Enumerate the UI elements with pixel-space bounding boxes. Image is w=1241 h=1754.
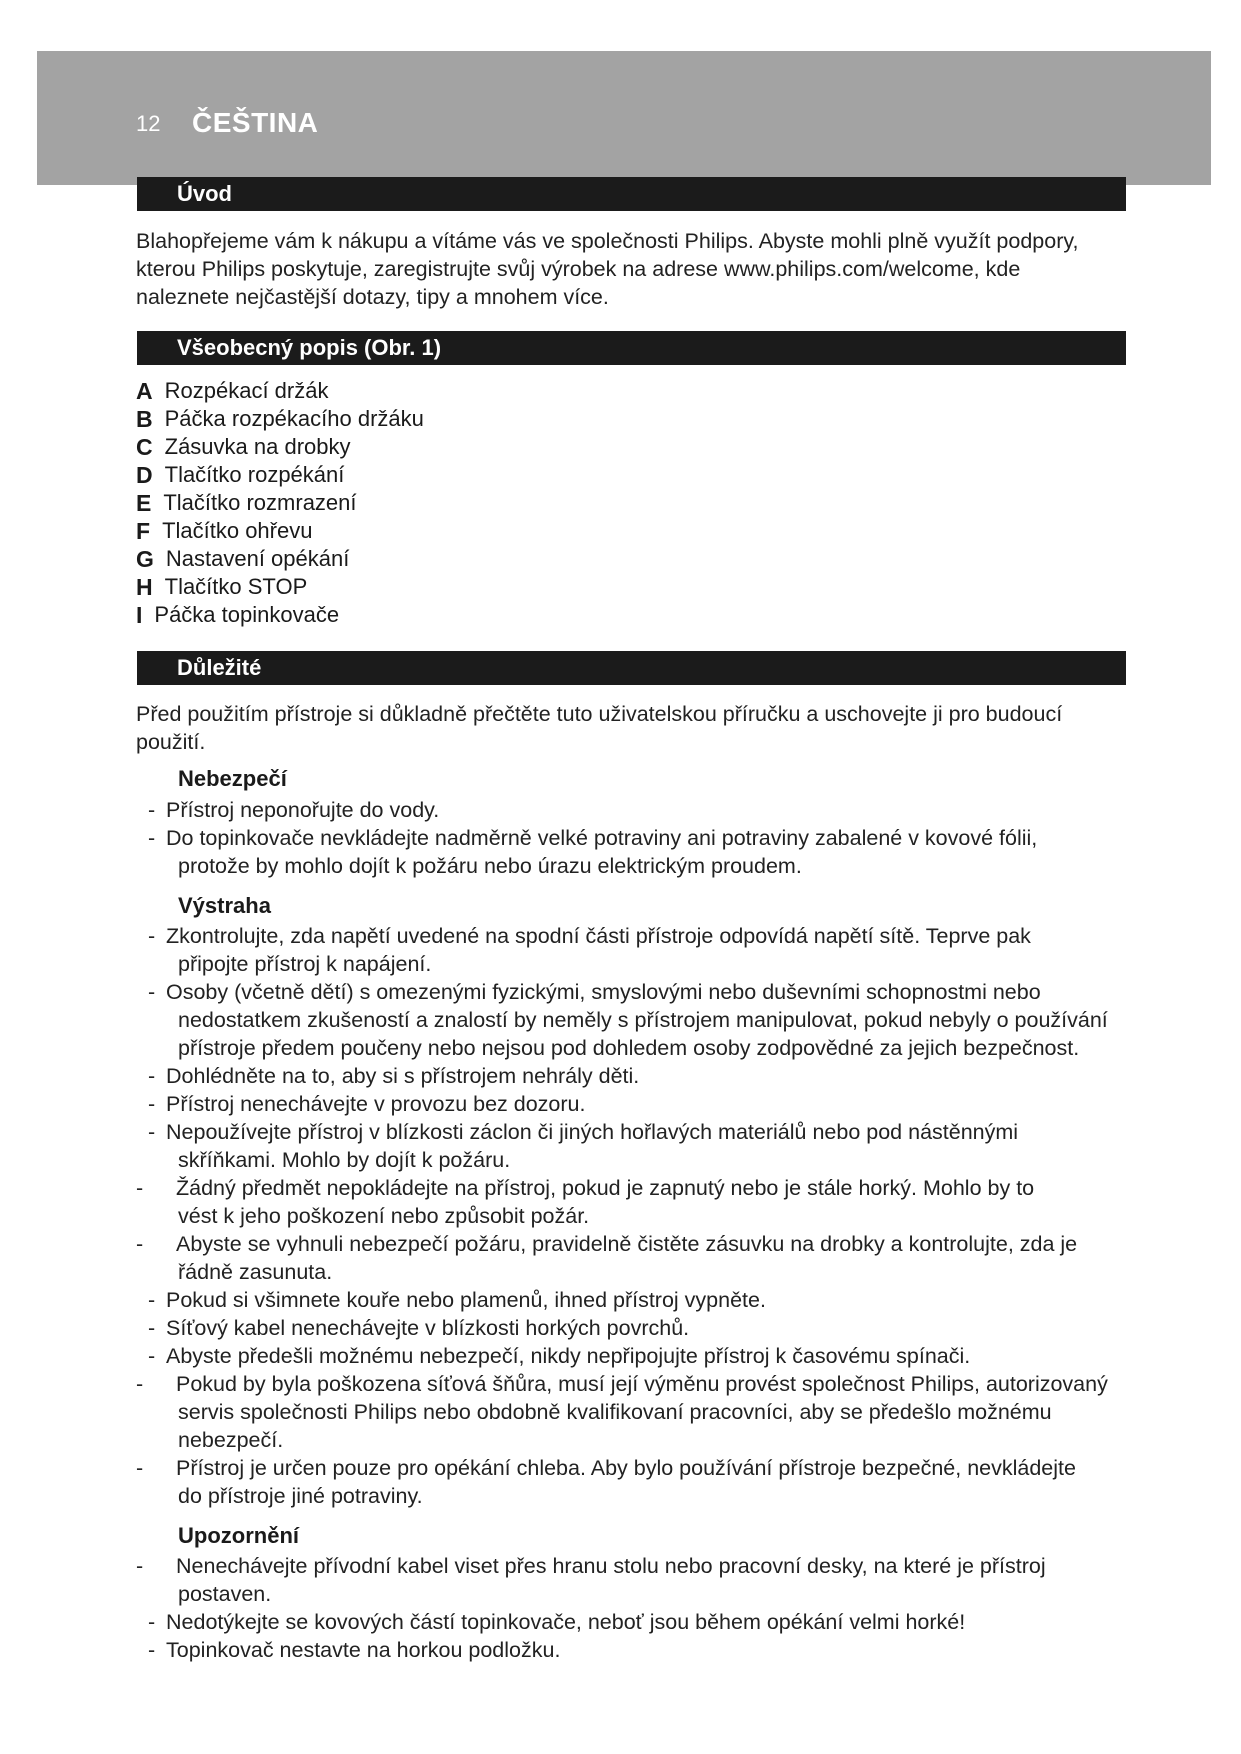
part-label: Páčka topinkovače [154, 602, 340, 627]
part-letter: A [136, 378, 153, 404]
important-intro-line: Před použitím přístroje si důkladně přečtěte tuto uživatelskou příručku a uschovejte ji pro budoucí [136, 702, 1063, 726]
item-line: vést k jeho poškození nebo způsobit požár. [178, 1204, 590, 1228]
parts-list-item [136, 377, 424, 405]
intro-line: kterou Philips poskytuje, zaregistrujte svůj výrobek na adrese www.philips.com/welcome, kde [136, 257, 1021, 281]
language-title: ČEŠTINA [192, 107, 319, 138]
list-dash: - [148, 924, 156, 948]
list-dash: - [148, 1120, 156, 1144]
danger-heading: Nebezpečí [178, 766, 287, 791]
caution-item [136, 1552, 1138, 1608]
parts-list-item [136, 517, 424, 545]
caution-item [148, 1608, 1138, 1636]
part-label: Zásuvka na drobky [164, 434, 351, 459]
item-line: připojte přístroj k napájení. [178, 952, 432, 976]
list-dash: - [148, 1064, 156, 1088]
parts-list-item [136, 545, 424, 573]
list-dash: - [148, 1344, 156, 1368]
warning-item [148, 1118, 1138, 1174]
warning-item [136, 1174, 1138, 1230]
part-label: Tlačítko rozmrazení [163, 490, 357, 515]
warning-item [148, 1314, 1138, 1342]
item-line: přístroje předem poučeny nebo nejsou pod dohledem osoby zodpovědné za jejich bezpečnost. [178, 1036, 1080, 1060]
parts-list-item [136, 573, 424, 601]
danger-item [148, 796, 1138, 824]
list-dash: - [148, 980, 156, 1004]
caution-heading: Upozornění [178, 1523, 299, 1548]
item-line: Síťový kabel nenechávejte v blízkosti horkých povrchů. [166, 1316, 690, 1340]
part-label: Rozpékací držák [164, 378, 329, 403]
item-line: nedostatkem zkušeností a znalostí by neměly s přístrojem manipulovat, pokud nebyly o používání [178, 1008, 1108, 1032]
section-important-header: Důležité [137, 651, 1126, 685]
intro-line: naleznete nejčastější dotazy, tipy a mnohem více. [136, 285, 609, 309]
list-dash: - [148, 1638, 156, 1662]
list-dash: - [148, 1288, 156, 1312]
parts-list [136, 377, 424, 629]
item-line: nebezpečí. [178, 1428, 284, 1452]
part-label: Tlačítko STOP [164, 574, 308, 599]
warning-item [148, 1286, 1138, 1314]
item-line: do přístroje jiné potraviny. [178, 1484, 423, 1508]
item-line: Dohlédněte na to, aby si s přístrojem nehrály děti. [166, 1064, 640, 1088]
warning-heading: Výstraha [178, 893, 271, 918]
header-band [37, 51, 1211, 185]
part-letter: C [136, 434, 153, 460]
section-description-header: Všeobecný popis (Obr. 1) [137, 331, 1126, 365]
part-letter: D [136, 462, 153, 488]
item-line: Nepoužívejte přístroj v blízkosti záclon či jiných hořlavých materiálů nebo pod nástěnnými [166, 1120, 1019, 1144]
parts-list-item [136, 433, 424, 461]
list-dash: - [136, 1456, 144, 1480]
item-line: Abyste se vyhnuli nebezpečí požáru, pravidelně čistěte zásuvku na drobky a kontrolujte, zda je [176, 1232, 1078, 1256]
item-line: postaven. [178, 1582, 272, 1606]
warning-item [136, 1454, 1138, 1510]
item-line: Přístroj nenechávejte v provozu bez dozoru. [166, 1092, 586, 1116]
item-line: Nenechávejte přívodní kabel viset přes hranu stolu nebo pracovní desky, na které je přístroj [176, 1554, 1046, 1578]
part-label: Páčka rozpékacího držáku [164, 406, 424, 431]
caution-item [148, 1636, 1138, 1664]
part-letter: I [136, 602, 143, 628]
item-line: Topinkovač nestavte na horkou podložku. [166, 1638, 561, 1662]
list-dash: - [148, 798, 156, 822]
item-line: protože by mohlo dojít k požáru nebo úrazu elektrickým proudem. [178, 854, 802, 878]
part-letter: B [136, 406, 153, 432]
part-label: Tlačítko rozpékání [164, 462, 345, 487]
part-label: Nastavení opékání [165, 546, 350, 571]
list-dash: - [136, 1232, 144, 1256]
item-line: skříňkami. Mohlo by dojít k požáru. [178, 1148, 511, 1172]
item-line: řádně zasunuta. [178, 1260, 333, 1284]
list-dash: - [136, 1372, 144, 1396]
part-letter: F [136, 518, 151, 544]
important-intro [136, 700, 1126, 756]
item-line: Abyste předešli možnému nebezpečí, nikdy nepřipojujte přístroj k časovému spínači. [166, 1344, 971, 1368]
parts-list-item [136, 461, 424, 489]
parts-list-item [136, 405, 424, 433]
list-dash: - [136, 1554, 144, 1578]
list-dash: - [148, 826, 156, 850]
item-line: Zkontrolujte, zda napětí uvedené na spodní části přístroje odpovídá napětí sítě. Teprve pak [166, 924, 1031, 948]
item-line: Žádný předmět nepokládejte na přístroj, pokud je zapnutý nebo je stále horký. Mohlo by to [176, 1176, 1035, 1200]
list-dash: - [148, 1610, 156, 1634]
intro-line: Blahopřejeme vám k nákupu a vítáme vás ve společnosti Philips. Abyste mohli plně využít podpory, [136, 229, 1079, 253]
parts-list-item [136, 489, 424, 517]
item-line: Přístroj je určen pouze pro opékání chleba. Aby bylo používání přístroje bezpečné, nevkládejte [176, 1456, 1076, 1480]
important-intro-line: použití. [136, 730, 206, 754]
parts-list-item [136, 601, 424, 629]
list-dash: - [148, 1316, 156, 1340]
warning-item [148, 1090, 1138, 1118]
item-line: Pokud si všimnete kouře nebo plamenů, ihned přístroj vypněte. [166, 1288, 766, 1312]
item-line: Osoby (včetně dětí) s omezenými fyzickými, smyslovými nebo duševními schopnostmi nebo [166, 980, 1041, 1004]
item-line: Přístroj neponořujte do vody. [166, 798, 440, 822]
intro-paragraph [136, 227, 1126, 311]
warning-item [136, 1230, 1138, 1286]
warning-item [136, 1370, 1138, 1454]
item-line: Do topinkovače nevkládejte nadměrně velké potraviny ani potraviny zabalené v kovové fólii, [166, 826, 1038, 850]
part-letter: H [136, 574, 153, 600]
part-letter: G [136, 546, 154, 572]
section-intro-header: Úvod [137, 177, 1126, 211]
list-dash: - [136, 1176, 144, 1200]
warning-item [148, 1342, 1138, 1370]
item-line: servis společnosti Philips nebo obdobně kvalifikovaní pracovníci, aby se předešlo možnému [178, 1400, 1052, 1424]
page-number: 12 [136, 111, 161, 136]
part-label: Tlačítko ohřevu [162, 518, 313, 543]
warning-item [148, 1062, 1138, 1090]
danger-item [148, 824, 1138, 880]
list-dash: - [148, 1092, 156, 1116]
part-letter: E [136, 490, 152, 516]
item-line: Pokud by byla poškozena síťová šňůra, musí její výměnu provést společnost Philips, autorizovaný [176, 1372, 1108, 1396]
item-line: Nedotýkejte se kovových částí topinkovače, neboť jsou během opékání velmi horké! [166, 1610, 966, 1634]
warning-item [148, 978, 1138, 1062]
warning-item [148, 922, 1138, 978]
